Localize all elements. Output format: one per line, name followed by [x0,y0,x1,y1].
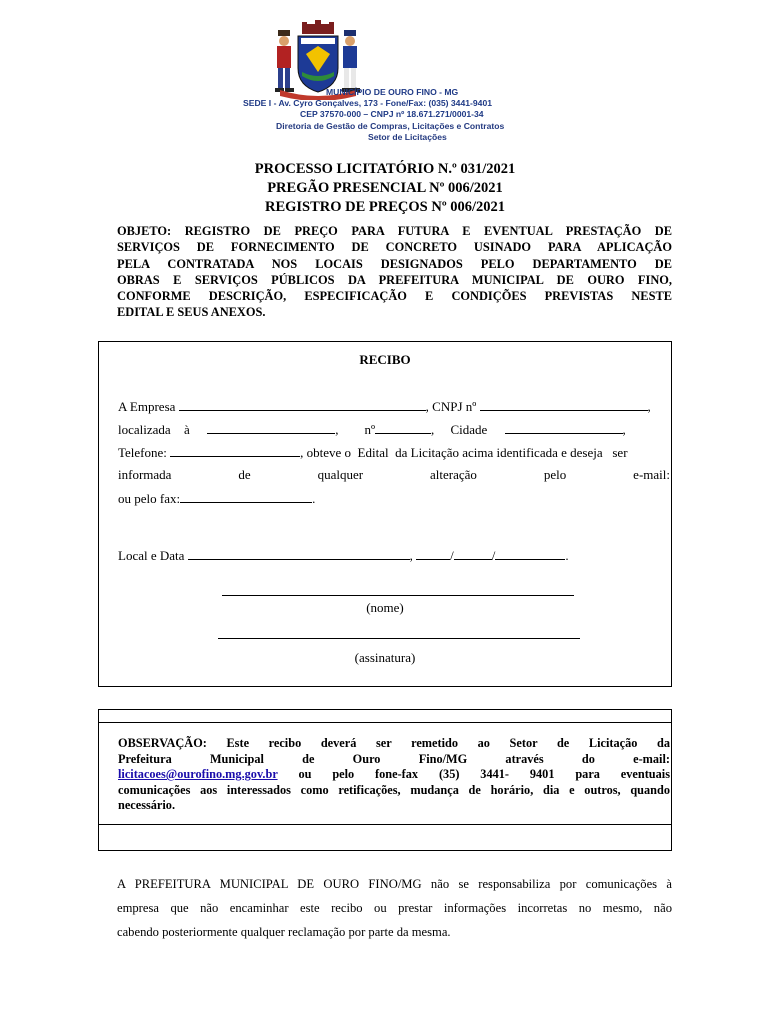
objeto-line: EDITAL E SEUS ANEXOS. [117,305,266,320]
observacao-line: necessário. [118,798,176,813]
email-link[interactable]: licitacoes@ourofino.mg.gov.br [118,767,278,782]
objeto-paragraph [117,223,672,321]
informada-text: informada [118,467,172,482]
de-text: de [238,467,251,482]
email-label: e-mail: [633,467,670,482]
objeto-line: PELA CONTRATADA NOS LOCAIS DESIGNADOS PELO DEPARTAMENTO DE [117,256,672,271]
local-blank-field[interactable] [188,547,410,560]
footer-line: cabendo posteriormente qualquer reclamação por parte da mesma. [117,925,451,939]
cidade-blank-field[interactable] [505,421,623,434]
obs-word: Fino/MG [418,751,468,766]
observacao-box [98,709,672,851]
observacao-bottom-divider [99,824,671,825]
pregao-title: PREGÃO PRESENCIAL Nº 006/2021 [267,180,503,196]
qualquer-text: qualquer [317,467,364,482]
informada-line [118,467,670,483]
endereco-blank-field[interactable] [207,421,335,434]
footer-line: empresa que não encaminhar este recibo ou prestar informações incorretas no mesmo, não [117,901,672,915]
header-municipio: MUNICÍPIO DE OURO FINO - MG [326,87,459,97]
period-text: . [312,491,316,506]
footer-paragraph [117,872,672,944]
crown-shape [302,20,334,34]
cidade-label: , Cidade [430,422,488,437]
footer-line: A PREFEITURA MUNICIPAL DE OURO FINO/MG não se responsabiliza por comunicações à [117,877,672,891]
obteve-text: , obteve o Edital da Licitação acima identificada e deseja ser [300,445,628,460]
pelo-text: pelo [543,467,567,482]
observacao-top-divider [99,722,671,723]
document-titles [0,160,770,217]
nome-signature-line[interactable] [222,595,574,596]
empresa-blank-field[interactable] [179,398,426,411]
header-diretoria: Diretoria de Gestão de Compras, Licitações e Contratos [276,121,505,131]
header-cep-cnpj: CEP 37570-000 – CNPJ nº 18.671.271/0001-34 [300,109,484,119]
year-blank-field[interactable] [495,547,565,560]
header-sede: SEDE I - Av. Cyro Gonçalves, 173 - Fone/Fax: (035) 3441-9401 [243,98,493,108]
empresa-line [118,398,670,415]
comma-text: , [409,548,413,563]
day-blank-field[interactable] [416,547,450,560]
obs-word: e-mail: [633,751,670,766]
observacao-line [118,767,670,783]
observacao-line [118,752,670,768]
objeto-line: OBJETO: REGISTRO DE PREÇO PARA FUTURA E EVENTUAL PRESTAÇÃO DE [117,224,672,238]
obs-word: do [581,751,595,766]
empresa-label: A Empresa [118,399,176,414]
period-text: . [565,548,569,563]
date-separator: / [491,548,496,563]
registro-title: REGISTRO DE PREÇOS Nº 006/2021 [264,199,506,215]
obs-phone-text: ou pelo fone-fax (35) 3441- 9401 para eventuais [298,767,670,782]
local-data-label: Local e Data [118,548,185,563]
objeto-line: SERVIÇOS DE FORNECIMENTO DE CONCRETO USINADO PARA APLICAÇÃO [117,240,672,255]
month-blank-field[interactable] [454,547,492,560]
localizada-label: localizada [118,422,171,437]
comma-text: , [647,399,651,414]
processo-title: PROCESSO LICITATÓRIO N.º 031/2021 [254,161,516,177]
obs-word: Prefeitura [118,751,172,766]
observacao-text [118,736,670,814]
header-setor: Setor de Licitações [368,132,447,142]
fax-line [118,490,670,507]
alteracao-text: alteração [430,467,477,482]
a-text: à [184,422,190,437]
observacao-line: comunicações aos interessados como retificações, mudança de horário, dia e outros, quando [118,782,670,797]
objeto-line: CONFORME DESCRIÇÃO, ESPECIFICAÇÃO E CONDIÇÕES PREVISTAS NESTE [117,289,672,304]
nome-label: (nome) [366,600,404,615]
fax-blank-field[interactable] [180,490,312,503]
observacao-line: OBSERVAÇÃO: Este recibo deverá ser remetido ao Setor de Licitação da [118,736,670,750]
recibo-form-box [98,341,672,687]
right-supporter-figure [342,30,360,92]
objeto-line: OBRAS E SERVIÇOS PÚBLICOS DA PREFEITURA MUNICIPAL DE OURO FINO, [117,272,672,287]
date-separator: / [450,548,454,563]
numero-blank-field[interactable] [375,421,431,434]
assinatura-signature-line[interactable] [218,638,580,639]
assinatura-label: (assinatura) [354,650,416,665]
telefone-blank-field[interactable] [170,444,300,457]
obs-word: Municipal [209,751,264,766]
obs-word: de [302,751,315,766]
obs-word: Ouro [352,751,381,766]
local-data-line [118,547,670,564]
telefone-label: Telefone: [118,445,167,460]
obs-word: através [505,751,544,766]
telefone-line [118,444,670,461]
recibo-title: RECIBO [359,352,411,367]
cnpj-blank-field[interactable] [480,398,648,411]
left-supporter-figure [275,30,294,92]
numero-label: , nº [335,422,375,437]
localizada-line [118,421,670,438]
cnpj-label: , CNPJ nº [425,399,477,414]
fax-label: ou pelo fax: [118,491,181,506]
comma-text: , [622,422,626,437]
